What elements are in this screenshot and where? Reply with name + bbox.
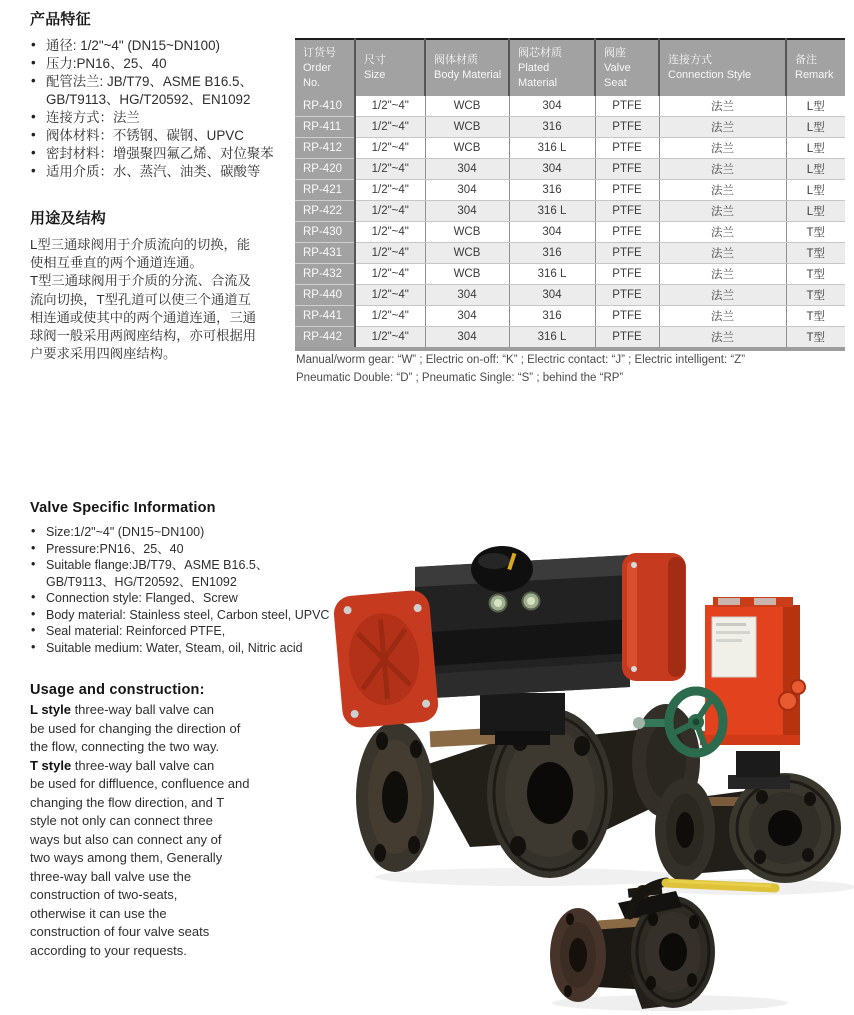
feature-line-text: 适用介质：水、蒸汽、油类、碳酸等 [46, 164, 261, 179]
construction-line [30, 757, 310, 776]
table-cell: WCB [425, 263, 509, 284]
table-row [295, 305, 845, 326]
construction-line [30, 720, 310, 739]
order-no-cell: RP-410 [295, 96, 355, 117]
order-no-cell: RP-421 [295, 179, 355, 200]
header-en: Order No. [303, 61, 332, 89]
table-cell: 304 [425, 179, 509, 200]
bullet-dot: • [31, 163, 36, 178]
header-cn: 备注 [795, 54, 817, 67]
table-cell: 304 [425, 200, 509, 221]
info-line [30, 524, 360, 541]
header-en: Remark [795, 69, 834, 82]
table-cell: L型 [786, 137, 845, 158]
table-cell: 1/2"~4" [355, 221, 425, 242]
table-cell: L型 [786, 96, 845, 117]
bullet-dot: • [31, 557, 36, 571]
cable-gland [779, 692, 797, 710]
table-cell: WCB [425, 96, 509, 117]
style-name-bold: T style [30, 757, 72, 773]
header-en: Plated Material [518, 61, 558, 89]
feature-line-text: 密封材料：增强聚四氟乙烯、对位聚苯 [46, 146, 274, 161]
style-name-bold: L style [30, 702, 71, 717]
feature-line-text: 阀体材料：不锈钢、碳钢、UPVC [46, 128, 244, 143]
header-en: Connection Style [668, 69, 752, 82]
note-line: Manual/worm gear: “W” ; Electric on-off: “K” ; Electric contact: “J” ; Electric intelligent: “Z” [296, 354, 746, 366]
table-cell: 法兰 [659, 284, 786, 305]
section-usage-structure-cn [30, 207, 306, 363]
section-title-cn: 用途及结构 [30, 210, 107, 227]
feature-line [30, 91, 298, 109]
electric-actuator [700, 597, 805, 745]
feature-line [30, 109, 298, 127]
bullet-dot: • [31, 590, 36, 604]
table-cell: 304 [509, 96, 595, 117]
construction-line [30, 942, 310, 961]
order-no-cell: RP-430 [295, 221, 355, 242]
info-line-text: GB/T9113、HG/T20592、EN1092 [46, 574, 237, 589]
order-no-cell: RP-431 [295, 242, 355, 263]
table-row [295, 200, 845, 221]
order-table-section [295, 38, 845, 351]
info-line-text: Suitable medium: Water, Steam, oil, Nitric acid [46, 640, 303, 655]
info-line-text: Suitable flange:JB/T79、ASME B16.5、 [46, 558, 269, 572]
header-cn: 阀座 [604, 47, 626, 59]
actuator-end-cap-left [332, 589, 439, 729]
info-line [30, 590, 360, 607]
column-header [595, 39, 659, 96]
table-cell: 1/2"~4" [355, 200, 425, 221]
info-line [30, 574, 360, 591]
construction-line [30, 701, 310, 720]
construction-lines [30, 701, 310, 960]
table-row [295, 116, 845, 137]
table-cell: WCB [425, 137, 509, 158]
feature-line [30, 55, 298, 73]
column-header [786, 39, 845, 96]
table-cell: 法兰 [659, 242, 786, 263]
table-cell: T型 [786, 326, 845, 349]
header-en: Valve Seat [604, 61, 631, 89]
table-cell: PTFE [595, 263, 659, 284]
table-cell: 1/2"~4" [355, 179, 425, 200]
section-title-en: Valve Specific Information [30, 500, 216, 516]
table-cell: PTFE [595, 242, 659, 263]
table-cell: PTFE [595, 284, 659, 305]
table-cell: 304 [425, 284, 509, 305]
table-cell: WCB [425, 116, 509, 137]
info-line-text: Connection style: Flanged、Screw [46, 591, 238, 605]
table-cell: 法兰 [659, 137, 786, 158]
table-cell: 法兰 [659, 116, 786, 137]
paragraph-line: 相连通或使其中的两个通道连通，三通 [30, 309, 257, 325]
construction-text: be used for diffluence, confluence and [30, 776, 250, 791]
table-cell: T型 [786, 284, 845, 305]
feature-line [30, 37, 298, 55]
table-cell: 法兰 [659, 305, 786, 326]
order-no-cell: RP-420 [295, 158, 355, 179]
section-usage-construction [30, 682, 310, 960]
paragraph-line: 流向切换，T型孔道可以使三个通道互 [30, 291, 251, 307]
order-no-cell: RP-422 [295, 200, 355, 221]
table-header [295, 39, 845, 96]
position-indicator [471, 546, 533, 592]
table-cell: T型 [786, 221, 845, 242]
table-cell: PTFE [595, 200, 659, 221]
info-line-text: Pressure:PN16、25、40 [46, 541, 184, 556]
table-cell: 法兰 [659, 263, 786, 284]
bullet-dot: • [31, 127, 36, 142]
section-title-en: Usage and construction: [30, 682, 205, 698]
table-cell: 304 [425, 326, 509, 349]
table-cell: 1/2"~4" [355, 116, 425, 137]
mounting-bracket [480, 693, 565, 735]
table-cell: PTFE [595, 326, 659, 349]
table-row [295, 96, 845, 117]
info-line [30, 541, 360, 558]
construction-text: style not only can connect three [30, 813, 213, 828]
construction-text: construction of two-seats, [30, 887, 178, 902]
table-cell: T型 [786, 242, 845, 263]
left-flange [356, 722, 434, 872]
feature-line-text: 通径: 1/2"~4" (DN15~DN100) [46, 38, 220, 53]
feature-line-text: 压力:PN16、25、40 [46, 56, 167, 71]
table-cell: 316 L [509, 326, 595, 349]
table-cell: 304 [425, 305, 509, 326]
bullet-dot: • [31, 55, 36, 70]
table-row [295, 221, 845, 242]
paragraph-line: L型三通球阀用于介质流向的切换，能 [30, 237, 251, 252]
construction-text: ways but also can connect any of [30, 831, 222, 847]
table-cell: 1/2"~4" [355, 263, 425, 284]
construction-text: be used for changing the direction of [30, 720, 241, 736]
column-header [425, 39, 509, 96]
pneumatic-valve-photo [332, 546, 700, 886]
feature-list [30, 37, 298, 181]
bullet-dot: • [31, 606, 36, 621]
table-cell: 304 [509, 158, 595, 179]
info-line [30, 640, 360, 657]
feature-line [30, 163, 298, 181]
column-header [509, 39, 595, 96]
section-valve-info [30, 500, 360, 656]
paragraph-line: 使相互垂直的两个通道连通。 [30, 255, 203, 271]
table-cell: PTFE [595, 96, 659, 117]
construction-line [30, 775, 310, 794]
info-line-text: Body material: Stainless steel, Carbon steel, UPVC [46, 607, 330, 622]
column-header [659, 39, 786, 96]
header-en: Body Material [434, 69, 502, 82]
table-cell: 316 [509, 179, 595, 200]
construction-text: otherwise it can use the [30, 905, 167, 921]
order-table [295, 38, 845, 351]
feature-line-text: 连接方式：法兰 [46, 110, 140, 125]
paragraph-lines [30, 236, 306, 363]
feature-line [30, 73, 298, 91]
table-row [295, 242, 845, 263]
feature-line-text: 配管法兰: JB/T79、ASME B16.5、 [46, 74, 253, 89]
table-cell: PTFE [595, 158, 659, 179]
table-cell: L型 [786, 200, 845, 221]
cable-gland [791, 680, 805, 694]
header-cn: 尺寸 [364, 54, 386, 67]
header-cn: 阀芯材质 [518, 47, 562, 59]
product-photos [330, 535, 854, 1015]
order-no-cell: RP-412 [295, 137, 355, 158]
header-en: Size [364, 69, 386, 82]
construction-line [30, 923, 310, 942]
construction-line [30, 812, 310, 831]
table-cell: 316 L [509, 200, 595, 221]
table-cell: 316 [509, 242, 595, 263]
header-cn: 连接方式 [668, 54, 712, 67]
header-row [295, 39, 845, 96]
table-body [295, 96, 845, 349]
table-row [295, 137, 845, 158]
table-row [295, 263, 845, 284]
table-cell: 1/2"~4" [355, 284, 425, 305]
table-cell: T型 [786, 305, 845, 326]
order-no-cell: RP-441 [295, 305, 355, 326]
bullet-dot: • [31, 73, 36, 88]
table-cell: 316 [509, 305, 595, 326]
table-cell: WCB [425, 242, 509, 263]
header-cn: 阀体材质 [434, 54, 478, 67]
construction-line [30, 868, 310, 887]
table-cell: PTFE [595, 179, 659, 200]
section-title-cn: 产品特征 [30, 11, 91, 28]
order-no-cell: RP-432 [295, 263, 355, 284]
bullet-dot: • [31, 145, 36, 160]
table-cell: 1/2"~4" [355, 305, 425, 326]
bullet-dot: • [31, 639, 36, 654]
construction-line [30, 738, 310, 757]
table-row [295, 179, 845, 200]
construction-line [30, 905, 310, 924]
table-cell: 316 L [509, 137, 595, 158]
order-no-cell: RP-442 [295, 326, 355, 349]
construction-line [30, 794, 310, 813]
table-cell: PTFE [595, 116, 659, 137]
left-flange [655, 778, 715, 882]
note-line: Pneumatic Double: “D” ; Pneumatic Single: “S” ; behind the “RP” [296, 371, 624, 384]
table-cell: PTFE [595, 305, 659, 326]
table-cell: PTFE [595, 137, 659, 158]
table-notes [296, 352, 852, 387]
table-cell: 1/2"~4" [355, 158, 425, 179]
construction-text: construction of four valve seats [30, 924, 210, 939]
table-cell: 法兰 [659, 158, 786, 179]
construction-text: the flow, connecting the two way. [30, 739, 220, 754]
table-cell: T型 [786, 263, 845, 284]
construction-line [30, 886, 310, 905]
table-cell: 法兰 [659, 179, 786, 200]
info-list [30, 524, 360, 656]
info-line-text: Seal material: Reinforced PTFE, [46, 624, 226, 638]
info-line [30, 557, 360, 574]
table-cell: L型 [786, 158, 845, 179]
construction-text: according to your requests. [30, 942, 187, 958]
table-cell: 304 [509, 221, 595, 242]
feature-line [30, 127, 298, 145]
manual-valve-photo [550, 881, 788, 1011]
info-line-text: Size:1/2"~4" (DN15~DN100) [46, 525, 205, 539]
table-cell: 法兰 [659, 326, 786, 349]
bullet-dot: • [31, 524, 36, 538]
section-product-features [30, 8, 298, 181]
table-cell: WCB [425, 221, 509, 242]
construction-text: three-way ball valve can [70, 702, 215, 717]
table-row [295, 158, 845, 179]
order-no-cell: RP-440 [295, 284, 355, 305]
left-flange [550, 908, 606, 1002]
table-cell: L型 [786, 179, 845, 200]
table-cell: 304 [509, 284, 595, 305]
construction-line [30, 849, 310, 868]
order-no-cell: RP-411 [295, 116, 355, 137]
mounting-bracket [728, 775, 790, 789]
construction-text: three-way ball valve can [71, 757, 215, 773]
table-row [295, 326, 845, 349]
bullet-dot: • [31, 37, 36, 52]
front-flange [729, 773, 841, 883]
paragraph-line: T型三通球阀用于介质的分流、合流及 [30, 273, 251, 289]
info-line [30, 623, 360, 640]
table-cell: 法兰 [659, 200, 786, 221]
table-cell: 1/2"~4" [355, 137, 425, 158]
construction-text: three-way ball valve use the [30, 868, 192, 884]
table-cell: 316 [509, 116, 595, 137]
column-header [295, 39, 355, 96]
table-cell: 法兰 [659, 96, 786, 117]
info-line [30, 607, 360, 624]
table-row [295, 284, 845, 305]
table-cell: 316 L [509, 263, 595, 284]
table-cell: L型 [786, 116, 845, 137]
feature-line [30, 145, 298, 163]
paragraph-line: 户要求采用四阀座结构。 [30, 346, 177, 362]
feature-line-text: GB/T9113、HG/T20592、EN1092 [46, 92, 251, 107]
table-cell: 1/2"~4" [355, 242, 425, 263]
table-cell: PTFE [595, 221, 659, 242]
construction-text: two ways among them, Generally [30, 850, 223, 865]
table-cell: 1/2"~4" [355, 326, 425, 349]
table-cell: 1/2"~4" [355, 96, 425, 117]
header-cn: 订货号 [303, 47, 336, 59]
actuator-end-cap-right [622, 553, 686, 681]
column-header [355, 39, 425, 96]
table-cell: 304 [425, 158, 509, 179]
table-cell: 法兰 [659, 221, 786, 242]
construction-text: changing the flow direction, and T [30, 794, 225, 810]
paragraph-line: 球阀一般采用两阀座结构，亦可根据用 [30, 328, 257, 344]
bullet-dot: • [31, 540, 36, 555]
bullet-dot: • [31, 623, 36, 637]
construction-line [30, 831, 310, 850]
bullet-dot: • [31, 109, 36, 124]
